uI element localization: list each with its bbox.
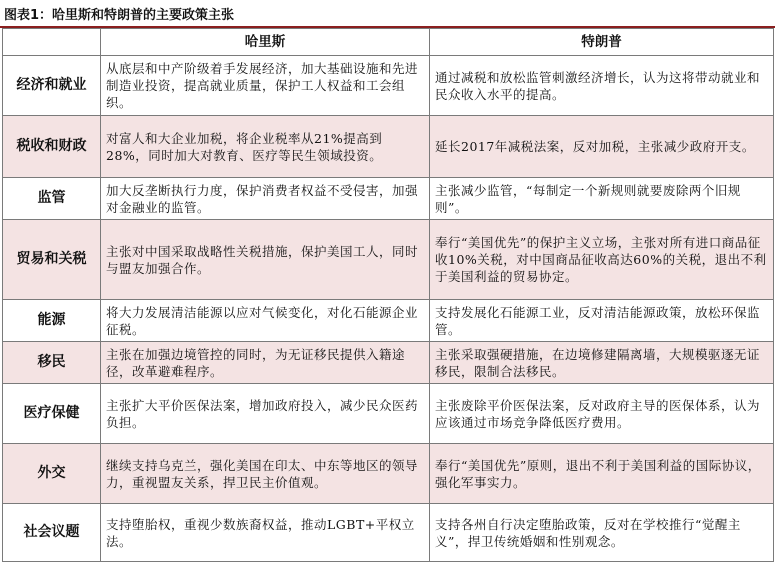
header-trump: 特朗普 [430,29,774,56]
trump-cell: 奉行“美国优先”原则，退出不利于美国利益的国际协议，强化军事实力。 [430,444,774,504]
table-row [3,56,774,116]
table-row [3,300,774,342]
row-category: 移民 [3,342,101,384]
header-harris: 哈里斯 [101,29,430,56]
harris-cell: 支持堕胎权，重视少数族裔权益，推动LGBT+平权立法。 [101,504,430,562]
harris-cell: 从底层和中产阶级着手发展经济，加大基础设施和先进制造业投资，提高就业质量，保护工人权益和工会组织。 [101,56,430,116]
table-row [3,342,774,384]
table-row [3,504,774,562]
trump-cell: 奉行“美国优先”的保护主义立场，主张对所有进口商品征收10%关税，对中国商品征收高达60%的关税，退出不利于美国利益的贸易协定。 [430,220,774,300]
table-row [3,444,774,504]
header-blank [3,29,101,56]
table-row [3,384,774,444]
policy-table [2,28,774,562]
trump-cell: 主张减少监管，“每制定一个新规则就要废除两个旧规则”。 [430,178,774,220]
harris-cell: 主张对中国采取战略性关税措施，保护美国工人，同时与盟友加强合作。 [101,220,430,300]
row-category: 医疗保健 [3,384,101,444]
trump-cell: 主张废除平价医保法案，反对政府主导的医保体系，认为应该通过市场竞争降低医疗费用。 [430,384,774,444]
trump-cell: 延长2017年减税法案，反对加税，主张减少政府开支。 [430,116,774,178]
table-row [3,178,774,220]
row-category: 社会议题 [3,504,101,562]
trump-cell: 通过减税和放松监管刺激经济增长，认为这将带动就业和民众收入水平的提高。 [430,56,774,116]
harris-cell: 对富人和大企业加税，将企业税率从21%提高到28%，同时加大对教育、医疗等民生领域投资。 [101,116,430,178]
row-category: 经济和就业 [3,56,101,116]
header-row [3,29,774,56]
harris-cell: 继续支持乌克兰，强化美国在印太、中东等地区的领导力，重视盟友关系，捍卫民主价值观。 [101,444,430,504]
table-row [3,220,774,300]
row-category: 外交 [3,444,101,504]
row-category: 能源 [3,300,101,342]
trump-cell: 支持各州自行决定堕胎政策，反对在学校推行“觉醒主义”，捍卫传统婚姻和性别观念。 [430,504,774,562]
harris-cell: 主张扩大平价医保法案，增加政府投入，减少民众医药负担。 [101,384,430,444]
row-category: 贸易和关税 [3,220,101,300]
harris-cell: 将大力发展清洁能源以应对气候变化，对化石能源企业征税。 [101,300,430,342]
trump-cell: 支持发展化石能源工业，反对清洁能源政策，放松环保监管。 [430,300,774,342]
row-category: 税收和财政 [3,116,101,178]
harris-cell: 主张在加强边境管控的同时，为无证移民提供入籍途径，改革避难程序。 [101,342,430,384]
row-category: 监管 [3,178,101,220]
table-row [3,116,774,178]
trump-cell: 主张采取强硬措施，在边境修建隔离墙，大规模驱逐无证移民，限制合法移民。 [430,342,774,384]
harris-cell: 加大反垄断执行力度，保护消费者权益不受侵害，加强对金融业的监管。 [101,178,430,220]
figure-title: 图表1：哈里斯和特朗普的主要政策主张 [0,0,775,28]
